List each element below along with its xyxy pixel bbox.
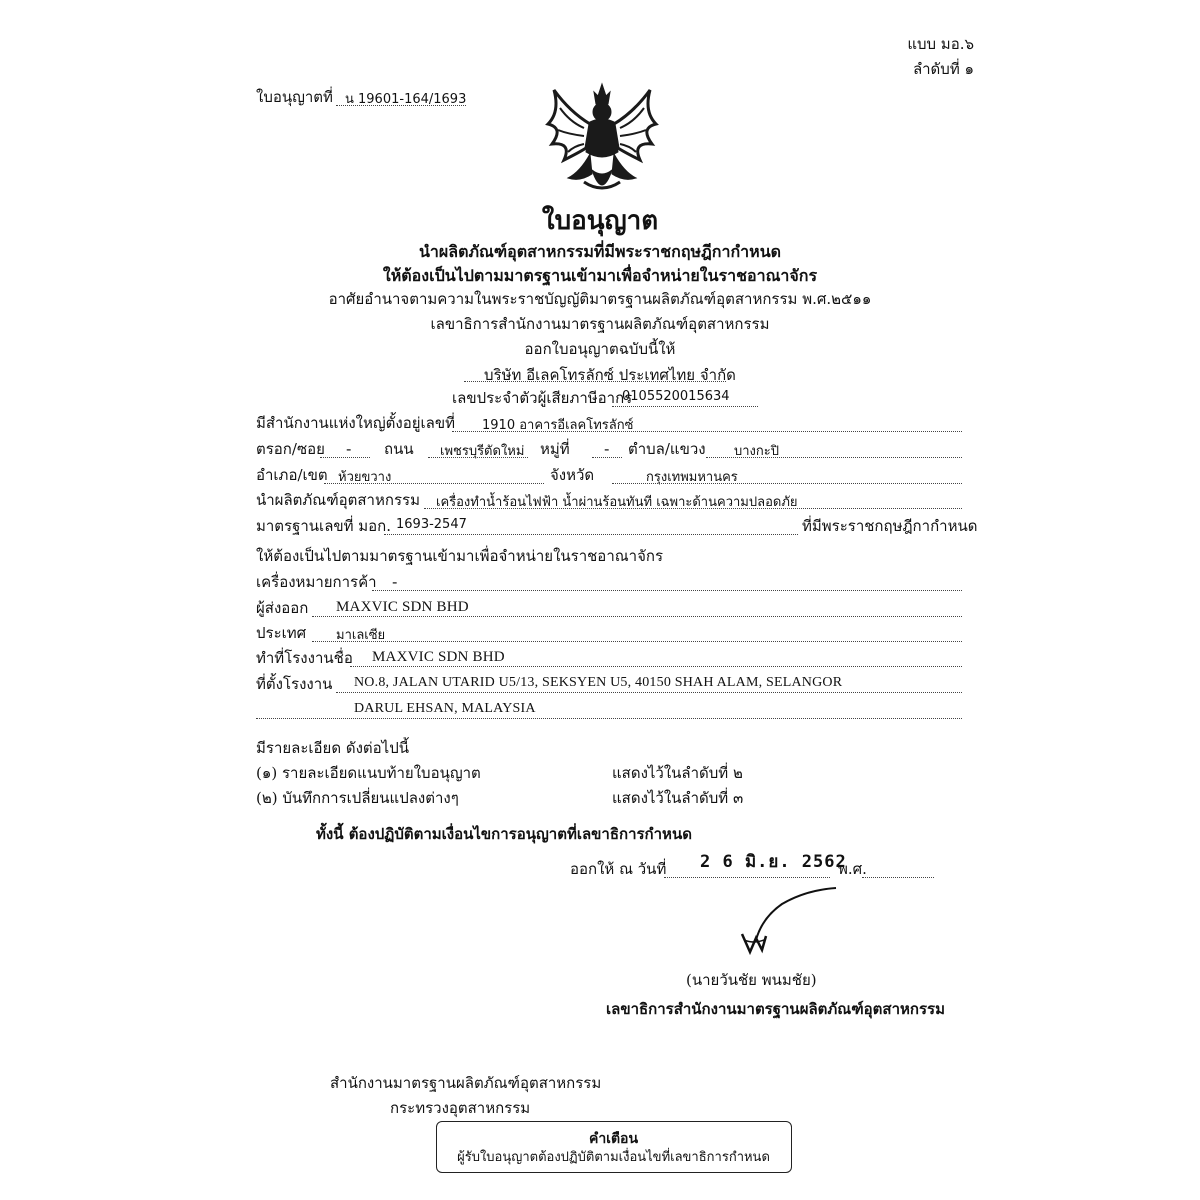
license-number: น 19601-164/1693 — [345, 92, 467, 107]
hq-underline — [452, 431, 962, 432]
exporter-underline — [312, 616, 962, 617]
form-order: ลำดับที่ ๑ — [912, 60, 974, 78]
details-item-1: (๑) รายละเอียดแนบท้ายใบอนุญาต — [256, 764, 481, 782]
issued-date-underline — [664, 877, 830, 878]
subdistrict-label: ตำบล/แขวง — [628, 440, 706, 458]
standard-value: 1693-2547 — [396, 517, 467, 532]
product-label: นำผลิตภัณฑ์อุตสาหกรรม — [256, 491, 420, 509]
trademark-underline — [372, 590, 962, 591]
details-item-1-ref: แสดงไว้ในลำดับที่ ๒ — [612, 764, 743, 782]
company-name: บริษัท อีเลคโทรลักซ์ ประเทศไทย จำกัด — [484, 366, 736, 384]
exporter-label: ผู้ส่งออก — [256, 599, 309, 617]
exporter-value: MAXVIC SDN BHD — [336, 599, 469, 615]
alley-value: - — [346, 440, 352, 458]
subdistrict-underline — [706, 457, 962, 458]
notice-box — [436, 1121, 792, 1173]
alley-underline — [320, 457, 370, 458]
office-line1: สำนักงานมาตรฐานผลิตภัณฑ์อุตสาหกรรม — [330, 1074, 602, 1092]
notice-text: ผู้รับใบอนุญาตต้องปฏิบัติตามเงื่อนไขที่เลขาธิการกำหนด — [457, 1150, 770, 1165]
country-label: ประเทศ — [256, 624, 307, 642]
factory-location-underline-1 — [336, 692, 962, 693]
trademark-label: เครื่องหมายการค้า — [256, 573, 377, 591]
road-underline — [428, 457, 528, 458]
road-label: ถนน — [384, 440, 414, 458]
hq-label: มีสำนักงานแห่งใหญ่ตั้งอยู่เลขที่ — [256, 414, 455, 432]
tax-value: 0105520015634 — [622, 389, 730, 404]
issued-era-label: พ.ศ. — [838, 860, 867, 878]
road-value: เพชรบุรีตัดใหม่ — [440, 444, 525, 459]
tax-underline — [612, 406, 758, 407]
company-underline — [464, 381, 726, 382]
product-underline — [424, 508, 962, 509]
district-value: ห้วยขวาง — [338, 470, 392, 485]
condition-line: ทั้งนี้ ต้องปฏิบัติตามเงื่อนไขการอนุญาตที่เลขาธิการกำหนด — [316, 825, 692, 843]
authority-line: อาศัยอำนาจตามความในพระราชบัญญัติมาตรฐานผลิตภัณฑ์อุตสาหกรรม พ.ศ.๒๕๑๑ — [328, 290, 872, 308]
standard-label: มาตรฐานเลขที่ มอก. — [256, 517, 392, 535]
secretary-line: เลขาธิการสำนักงานมาตรฐานผลิตภัณฑ์อุตสาหกรรม — [430, 315, 770, 333]
garuda-emblem-icon — [540, 82, 665, 200]
factory-location-line2: DARUL EHSAN, MALAYSIA — [354, 701, 536, 716]
factory-location-line1: NO.8, JALAN UTARID U5/13, SEKSYEN U5, 40150 SHAH ALAM, SELANGOR — [354, 675, 843, 690]
factory-location-underline-2 — [256, 718, 962, 719]
standard-underline — [384, 534, 798, 535]
district-label: อำเภอ/เขต — [256, 466, 328, 484]
moo-underline — [592, 457, 622, 458]
issued-era-underline — [862, 877, 934, 878]
province-underline — [612, 483, 962, 484]
district-underline — [324, 483, 544, 484]
standard-suffix: ที่มีพระราชกฤษฎีกากำหนด — [802, 517, 978, 535]
form-type: แบบ มอ.๖ — [907, 35, 974, 53]
details-item-2: (๒) บันทึกการเปลี่ยนแปลงต่างๆ — [256, 789, 459, 807]
signer-position: เลขาธิการสำนักงานมาตรฐานผลิตภัณฑ์อุตสาหกรรม — [606, 1000, 945, 1018]
license-label: ใบอนุญาตที่ — [256, 88, 333, 106]
details-item-2-ref: แสดงไว้ในลำดับที่ ๓ — [612, 789, 744, 807]
alley-label: ตรอก/ซอย — [256, 440, 325, 458]
factory-value: MAXVIC SDN BHD — [372, 649, 505, 665]
signature-image — [726, 880, 846, 960]
moo-label: หมู่ที่ — [540, 440, 570, 458]
trademark-value: - — [392, 573, 398, 591]
province-label: จังหวัด — [550, 466, 595, 484]
office-line2: กระทรวงอุตสาหกรรม — [390, 1099, 531, 1117]
conform-line: ให้ต้องเป็นไปตามมาตรฐานเข้ามาเพื่อจำหน่ายในราชอาณาจักร — [256, 547, 664, 565]
province-value: กรุงเทพมหานคร — [646, 470, 738, 485]
factory-underline — [350, 666, 962, 667]
product-value: เครื่องทำน้ำร้อนไฟฟ้า น้ำผ่านร้อนทันที เฉพาะด้านความปลอดภัย — [436, 495, 798, 510]
country-underline — [312, 641, 962, 642]
subtitle-2: ให้ต้องเป็นไปตามมาตรฐานเข้ามาเพื่อจำหน่ายในราชอาณาจักร — [382, 266, 818, 285]
signer-name: (นายวันชัย พนมชัย) — [686, 971, 817, 989]
document-title: ใบอนุญาต — [541, 206, 659, 236]
details-intro: มีรายละเอียด ดังต่อไปนี้ — [256, 739, 409, 757]
issue-line: ออกใบอนุญาตฉบับนี้ให้ — [524, 340, 676, 358]
moo-value: - — [604, 440, 610, 458]
tax-label: เลขประจำตัวผู้เสียภาษีอากร — [452, 389, 633, 407]
subdistrict-value: บางกะปิ — [734, 444, 780, 459]
country-value: มาเลเซีย — [336, 628, 386, 643]
notice-title: คำเตือน — [588, 1131, 639, 1147]
issued-date: 2 6 มิ.ย. 2562 — [700, 852, 847, 872]
license-underline — [336, 105, 466, 106]
factory-location-label: ที่ตั้งโรงงาน — [256, 675, 333, 693]
hq-value: 1910 อาคารอีเลคโทรลักซ์ — [482, 418, 634, 433]
factory-label: ทำที่โรงงานชื่อ — [256, 649, 353, 667]
issued-label: ออกให้ ณ วันที่ — [570, 860, 667, 878]
subtitle-1: นำผลิตภัณฑ์อุตสาหกรรมที่มีพระราชกฤษฎีกากำหนด — [418, 242, 782, 261]
